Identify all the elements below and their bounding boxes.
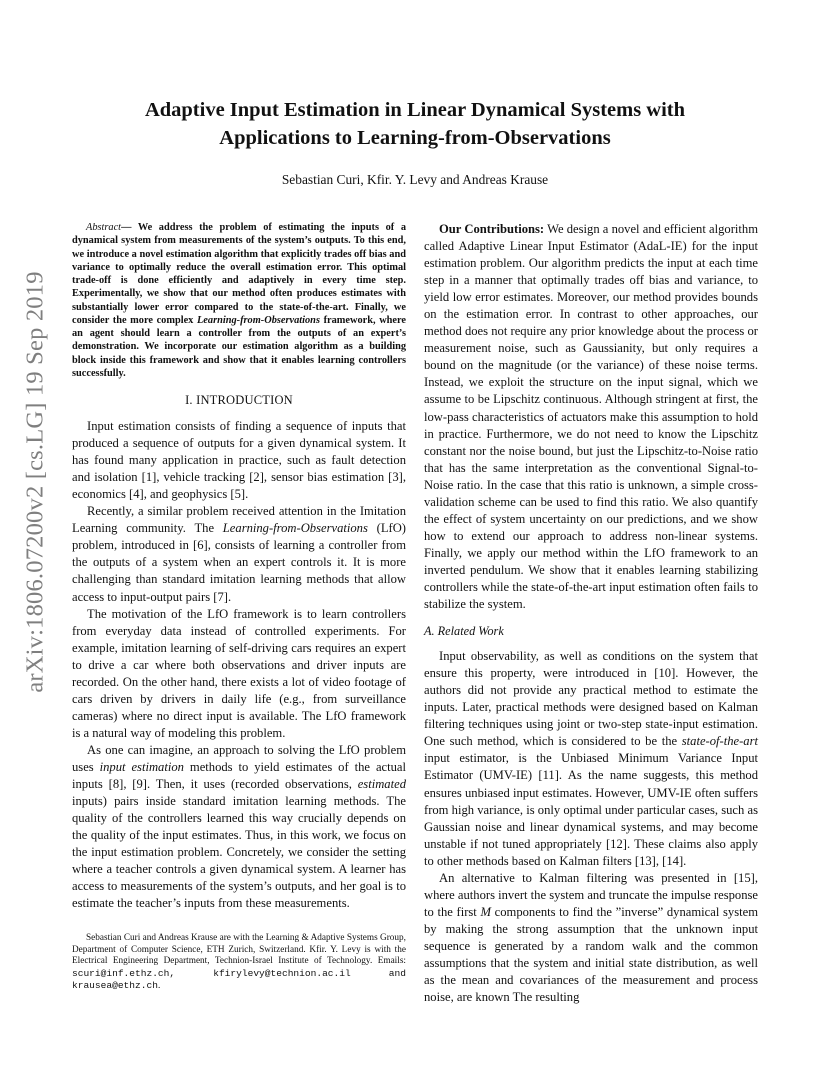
intro-p2-italic: Learning-from-Observations bbox=[222, 521, 368, 536]
abstract-text: — We address the problem of estimating the inputs of a dynamical system from measurements of the system’s outputs. To this end, we introduce a novel estimation algorithm that explicitly trades off bias and variance to optimally reduce the overall estimation error. This optimal trade-off is done efficiently and adaptively in every time step. Experimentally, we show that our method often produces estimates with substantially lower error compared to the state-of-the-art. Finally, we consider the more complex bbox=[72, 222, 406, 326]
rw-p2-italic: M bbox=[480, 904, 491, 919]
footnote-end: . bbox=[157, 981, 161, 992]
intro-p4-text-a: As one can imagine, an approach to solving the LfO problem uses bbox=[72, 742, 406, 774]
author-list: Sebastian Curi, Kfir. Y. Levy and Andreas Krause bbox=[281, 172, 549, 187]
intro-paragraph-3: The motivation of the LfO framework is to learn controllers from everyday data instead of controlled experiments. For example, imitation learning of self-driving cars requires an expert to drive a car where both observations and driver inputs are recorded. On the other hand, there exists a lot of video footage of cars driven by drivers in daily life (e.g., from surveillance cameras) where no direct input is available. The LfO framework is a natural way of modeling this problem. bbox=[72, 606, 406, 740]
contributions-text: We design a novel and efficient algorithm called Adaptive Linear Input Estimator (AdaL-IE) for the input estimation problem. Our algorithm predicts the input at each time step in a manner that optimally trades off bias and variance, to yield low error estimates. Moreover, our method provides bounds on the estimation error. In contrast to other approaches, our method does not require any prior knowledge about the process or measurement noise, such as Gaussianity, but only requires a bound on the magnitude (or the variance) of these noise terms. Instead, we exploit the structure on the input signal, which we assume to be Lipschitz continuous. Although stringent at first, the low-pass characteristics of actuators make this assumption to hold in practice. Furthermore, we do not need to know the Lipschitz constant nor the noise bound, but just the Lipschitz-to-Noise ratio that has the same interpretation as the conventional Signal-to-Noise ratio. In the case that this ratio is unknown, a simple cross-validation scheme can be used to find this ratio. We also quantify the effect of system uncertainty on our predictions, and we show how to extend our approach to address non-linear systems. Finally, we apply our method within the LfO framework to an inverted pendulum. We show that it enables learning stabilizing controllers while the state-of-the-art input estimation often fails to stabilize the system. bbox=[424, 222, 758, 612]
intro-p4-italic-1: input estimation bbox=[99, 759, 184, 774]
paper-title bbox=[70, 96, 760, 152]
rw-p1-italic: state-of-the-art bbox=[681, 734, 758, 749]
intro-paragraph-2 bbox=[72, 503, 406, 605]
abstract bbox=[72, 221, 406, 380]
intro-p4-text-b: methods to yield estimates of the actual inputs [8], [9]. Then, it uses (recorded observations, bbox=[72, 759, 407, 792]
abstract-italic-term: Learning-from-Observations bbox=[196, 314, 320, 326]
abstract-label: Abstract bbox=[86, 222, 122, 233]
arxiv-identifier-stamp[interactable] bbox=[14, 271, 58, 693]
related-work-paragraph-2 bbox=[424, 870, 758, 1006]
left-column bbox=[72, 221, 406, 912]
subsection-heading-related-work: A. Related Work bbox=[424, 624, 504, 639]
intro-p4-text-c: inputs) pairs inside standard imitation learning methods. The quality of the controllers learned this way crucially depends on the quality of the input estimates. Thus, in this work, we focus on the input estimation problem. Concretely, we consider the setting where a teacher controls a given dynamical system. A learner has access to measurements of the system’s outputs, and her goal is to estimate the teacher’s inputs from these measurements. bbox=[72, 794, 406, 911]
arxiv-identifier-text: arXiv:1806.07200v2 [cs.LG] 19 Sep 2019 bbox=[22, 271, 50, 693]
rw-p1-text-a: Input observability, as well as conditions on the system that ensure this property, were introduced in [10]. However, the authors did not provide any practical method to estimate the inputs. Later, practical methods were designed based on Kalman filtering techniques using joint or two-step state-input estimation. One such method, which is considered to be the bbox=[424, 649, 758, 749]
rw-p2-text-a: An alternative to Kalman filtering was presented in [15], where authors invert the system and truncate the impulse response to the first bbox=[424, 870, 758, 919]
intro-p4-italic-2: estimated bbox=[357, 777, 406, 792]
rw-p1-text-b: input estimator, is the Unbiased Minimum Variance Input Estimator (UMV-IE) [11]. As the name suggests, this method ensures unbiased input estimates. However, UMV-IE often suffers from high variance, is only optimal under particular cases, such as Gaussian noise and linear dynamical systems, and may become unstable if not tuned appropriately [12]. These claims also apply to other methods based on Kalman filters [13], [14]. bbox=[424, 751, 758, 868]
footnote-text: Sebastian Curi and Andreas Krause are with the Learning & Adaptive Systems Group, Department of Computer Science, ETH Zurich, Switzerland. Kfir. Y. Levy is with the Electrical Engineering Department, Technion-Israel Institute of Technology. Emails: bbox=[72, 933, 406, 967]
footnote-emails[interactable]: scuri@inf.ethz.ch, kfirylevy@technion.ac.il and krausea@ethz.ch bbox=[72, 967, 406, 992]
intro-paragraph-4 bbox=[72, 742, 406, 912]
right-column bbox=[424, 221, 758, 1006]
title-line-2: Applications to Learning-from-Observations bbox=[219, 127, 611, 149]
rw-p2-text-b: components to find the ”inverse” dynamical system by making the strong assumption that the unknown input sequence is generated by a random walk and the common assumptions that the system and initial state distribution, as well as the mean and covariances of the measurement and process noise, are known The resulting bbox=[424, 904, 758, 1005]
affiliation-footnote bbox=[72, 933, 406, 993]
title-line-1: Adaptive Input Estimation in Linear Dynamical Systems with bbox=[144, 99, 686, 121]
section-heading-introduction: I. INTRODUCTION bbox=[185, 393, 293, 407]
contributions-label: Our Contributions: bbox=[439, 222, 545, 236]
intro-p2-text-b: (LfO) problem, introduced in [6], consists of learning a controller from the outputs of a system when an expert controls it. It is more challenging than standard imitation learning methods that allow access to input-output pairs [7]. bbox=[72, 521, 406, 604]
abstract-text-end: framework, where an agent should learn a controller from the outputs of an expert’s demonstration. We incorporate our estimation algorithm as a building block inside this framework and show that it enables learning controllers successfully. bbox=[72, 314, 406, 379]
related-work-paragraph-1 bbox=[424, 648, 758, 870]
intro-paragraph-1: Input estimation consists of finding a sequence of inputs that produced a sequence of outputs for a given dynamical system. It has found many application in practice, such as fault detection and isolation [1], vehicle tracking [2], sensor bias estimation [3], economics [4], and geophysics [5]. bbox=[72, 419, 406, 502]
intro-p2-text-a: Recently, a similar problem received attention in the Imitation Learning community. The bbox=[72, 504, 406, 536]
contributions-paragraph bbox=[424, 221, 758, 613]
